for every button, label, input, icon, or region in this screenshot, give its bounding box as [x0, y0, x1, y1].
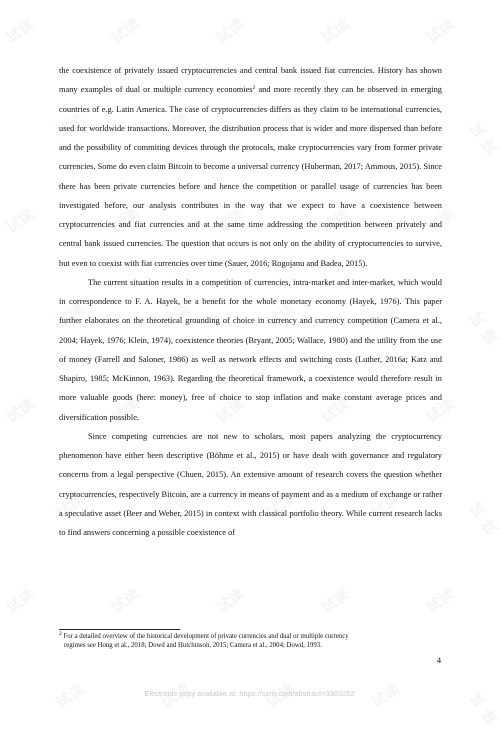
page-number: 4	[436, 656, 441, 665]
watermark-mark	[422, 583, 459, 617]
watermark-mark	[465, 492, 499, 540]
watermark-mark	[317, 13, 354, 47]
footnote-divider	[59, 629, 180, 630]
ssrn-availability-notice[interactable]: Electronic copy available at: https://ssrn.com/abstract=3303252	[144, 689, 355, 698]
paragraph-1-text: the coexistence of privately issued cryptocurrencies and central bank issued fiat currencies. History has shown many examples of dual or multiple currency economies	[59, 66, 442, 95]
watermark-mark	[212, 13, 249, 47]
watermark-mark	[465, 302, 499, 350]
watermark-mark	[317, 583, 354, 617]
watermark-mark	[422, 13, 459, 47]
paragraph-3: Since competing currencies are not new to scholars, most papers analyzing the cryptocurrency phenomenon have either been descriptive (Böhme et al., 2015) or have dealt with governance and regulatory concerns from a legal perspective (Chuen, 2015). An extensive amount of research covers the question whether cryptocurrencies, respectively Bitcoin, are a currency in means of payment and as a medium of exchange or rather a speculative asset (Beer and Weber, 2015) in context with classical portfolio theory. While current research lacks to find answers concerning a possible coexistence of	[59, 431, 442, 537]
watermark-mark	[2, 13, 39, 47]
footnote-line-1: For a detailed overview of the historical development of private currencies and dual or multiple currency	[61, 633, 349, 640]
footnote-ref-2[interactable]: 2	[252, 85, 256, 92]
watermark-mark	[465, 112, 499, 160]
footnote-mark: 2	[59, 631, 62, 637]
watermark-mark	[2, 583, 39, 617]
watermark-mark	[107, 583, 144, 617]
paragraph-1	[59, 61, 442, 273]
paragraph-1-text-cont: and more recently they can be observed in emerging countries of e.g. Latin America. The case of cryptocurrencies differs as they claim to be international currencies, used for worldwide transactions. Moreover, the distribution process that is wider and more dispersed than before and the possibility of commiting devices through the protocols, make cryptocurrencies vary from former private currencies. Some do even claim Bitcoin to become a universal currency (Huberman, 2017; Ammous, 2015). Since there has been private currencies before and hence the competition or parallel usage of currencies has been investigated before, our analysis contributes in the way that we expect to have a coexistence between cryptocurrencies and fiat currencies and at the same time addressing the competition between privately and central bank issued currencies. The question that occurs is not only on the ability of cryptocurrencies to survive, but even to coexist with fiat currencies over time (Sauer, 2016; Rogojanu and Badea, 2015).	[59, 85, 442, 268]
watermark-mark	[2, 393, 39, 427]
watermark-mark	[2, 203, 39, 237]
footnote-line-2: regimes see Hong et al., 2018; Dowd and Hutchinson, 2015; Camera et al., 2004; Dowd, 1993.	[64, 641, 322, 649]
footnote	[59, 633, 442, 650]
watermark-mark	[212, 583, 249, 617]
watermark-mark	[107, 13, 144, 47]
body-text	[59, 61, 442, 542]
paragraph-2: The current situation results in a competition of currencies, intra-market and inter-market, which would in correspondence to F. A. Hayek, be a benefit for the whole monetary economy (Hayek, 1976). This paper further elaborates on the theoretical grounding of choice in currency and currency competition (Camera et al., 2004; Hayek, 1976; Klein, 1974), coexistence theories (Bryant, 2005; Wallace, 1980) and the utility from the use of money (Farrell and Saloner, 1986) as well as network effects and switching costs (Luther, 2016a; Katz and Shapiro, 1985; McKinnon, 1963). Regarding the theoretical framework, a coexistence would therefore result in more valuable goods (here: money), free of choice to stop inflation and make constant average prices and diversification possible.	[59, 277, 442, 422]
